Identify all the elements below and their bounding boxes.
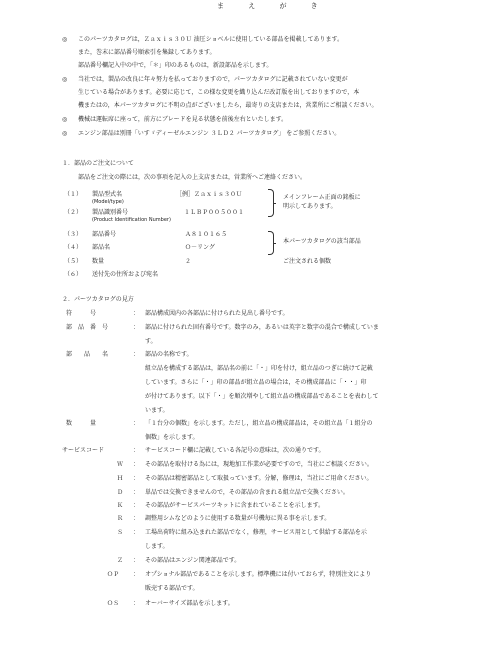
code-letter: Ｈ — [117, 475, 124, 482]
code-letter: Ｚ — [117, 557, 124, 564]
term-colon: ： — [133, 571, 140, 578]
term-colon: ： — [133, 420, 140, 427]
term-desc: います。 — [145, 407, 169, 414]
intro-line: 部品番号欄記入中の中で，「＊」印のあるものは，新設部品を示します。 — [78, 62, 273, 69]
order-row-label: 送付先の住所および宛名 — [92, 271, 159, 278]
term-label: 数 量 — [66, 420, 97, 427]
code-desc: 工場出荷時に組み込まれた部品でなく，修理，サービス用として供給する部品を示 — [145, 529, 367, 536]
term-colon: ： — [133, 324, 140, 331]
note-part: 本パーツカタログの該当部品 — [283, 238, 361, 245]
code-desc: その部品はエンジン関連部品です。 — [145, 557, 241, 564]
intro-line: このパーツカタログは，Ｚａｘｉｓ３０Ｕ 油圧ショベルに使用している部品を掲載してあります。 — [78, 36, 344, 43]
code-desc: 調整用シムなどのように使用する数量が号機毎に異る事を示します。 — [145, 515, 331, 522]
intro-mark-1: ◎ — [62, 36, 68, 43]
intro-mark-3: ◎ — [62, 116, 68, 123]
term-desc: 「１台分の個数」を示します。ただし，組立品の構成部品は，その組立品「１組分の — [145, 420, 373, 427]
intro-mark-4: ◎ — [62, 130, 68, 137]
brace-part — [268, 231, 274, 255]
order-row-value: Ａ８１０１６５ — [185, 231, 228, 238]
note-product: メインフレーム正面の銘板に — [283, 194, 361, 201]
service-code-label: サービスコード — [62, 447, 105, 454]
code-desc: オーバーサイズ部品を示します。 — [145, 600, 234, 607]
term-desc: が付けてあります。以下「・」を順次増やして組立品の構成部品であることを表わして — [145, 393, 379, 400]
term-desc: 部品に付けられた固有番号です。数字のみ，あるいは英字と数字の混合で構成していま — [145, 324, 379, 331]
term-colon: ： — [133, 447, 140, 454]
term-colon: ： — [133, 310, 140, 317]
order-row-value: ［例］Ｚａｘｉｓ３０Ｕ — [176, 191, 243, 198]
order-row-num: （６） — [64, 271, 83, 278]
term-colon: ： — [133, 351, 140, 358]
section-1-heading: １．部品のご注文について — [62, 160, 134, 167]
intro-line: また，巻末に部品番号順索引を集録してあります。 — [78, 49, 216, 56]
order-row-label: 部品番号 — [92, 231, 117, 238]
term-desc: 組立品を構成する部品は，部品名の前に「・」印を付け，組立品のつぎに続けて記載 — [145, 365, 373, 372]
term-colon: ： — [133, 600, 140, 607]
term-colon: ： — [133, 557, 140, 564]
code-desc: 販売する部品です。 — [145, 585, 199, 592]
note-product: 明示してあります。 — [283, 203, 337, 210]
section-1-intro: 部品をご注文の際には，次の事項を記入の上支店または，営業所へご連絡ください。 — [78, 174, 307, 181]
order-row-value: １ＬＢＰ００５００１ — [184, 209, 245, 216]
code-desc: 単品では交換できませんので，その部品の含まれる組立品で交換ください。 — [145, 489, 349, 496]
term-desc: 部品の名称です。 — [145, 351, 193, 358]
order-row-num: （２） — [64, 209, 83, 216]
intro-line: 機またはの，本パーツカタログに不明の点がございましたら，最寄りの支店または，営業所にご相談ください。 — [78, 102, 378, 109]
order-row-sub: (Product Identification Number) — [92, 217, 171, 223]
code-desc: その部品は精密部品として取扱っています。分解，修理は，当社にご用命ください。 — [145, 475, 373, 482]
page-title: ま え が き — [217, 2, 329, 10]
term-label: 部 品 名 — [66, 351, 109, 358]
code-letter: Ｄ — [117, 489, 124, 496]
code-letter: Ｗ — [117, 461, 124, 468]
term-colon: ： — [133, 461, 140, 468]
code-letter: ＯＰ — [107, 571, 120, 578]
order-row-num: （５） — [64, 258, 83, 265]
term-desc: 部品構成図内の各部品に付けられた見出し番号です。 — [145, 310, 289, 317]
code-letter: Ｓ — [117, 529, 124, 536]
term-desc: す。 — [145, 338, 157, 345]
service-code-intro: サービスコード欄に記載している各記号の意味は，次の通りです。 — [145, 447, 325, 454]
order-row-num: （３） — [64, 231, 83, 238]
section-2-heading: ２．パーツカタログの見方 — [62, 296, 134, 303]
order-row-label: 数量 — [92, 258, 105, 265]
term-colon: ： — [133, 475, 140, 482]
order-row-value: Ｏ－リング — [185, 244, 215, 251]
code-desc: オプショナル部品であることを示します。標準機には付いておらず，特別注文により — [145, 571, 372, 578]
order-row-num: （１） — [64, 191, 83, 198]
order-row-value: ２ — [185, 258, 192, 265]
code-desc: その部品を取付ける為には，現地加工作業が必要ですので，当社にご相談ください。 — [145, 461, 373, 468]
note-quantity: ご注文される個数 — [283, 258, 332, 265]
term-label: 部 品 番 号 — [66, 324, 109, 331]
order-row-num: （４） — [64, 244, 83, 251]
code-letter: Ｒ — [117, 515, 124, 522]
intro-line: エンジン部品は別冊「いすゞディーゼルエンジン ３ＬＤ２ パーツカタログ」 をご参照ください。 — [78, 130, 341, 137]
order-row-sub: (Model/type) — [92, 199, 124, 205]
order-row-label: 製品型式名 — [92, 191, 123, 198]
term-colon: ： — [133, 489, 140, 496]
order-row-label: 製品識別番号 — [92, 209, 129, 216]
term-colon: ： — [133, 502, 140, 509]
term-desc: 個数」を示します。 — [145, 434, 199, 441]
code-desc: します。 — [145, 543, 169, 550]
code-letter: ＯＳ — [107, 600, 120, 607]
code-desc: その部品がサービスパーツキットに含まれていることを示します。 — [145, 502, 325, 509]
intro-line: 当社では，製品の改良に年々努力を払っておりますので，パーツカタログに記載されていない変更が — [78, 76, 348, 83]
intro-line: 機械は運転席に座って，前方にブレードを見る状態を前後左右といたします。 — [78, 116, 288, 123]
term-colon: ： — [133, 515, 140, 522]
term-desc: しています。さらに「・」印の部品が組立品の場合は，その構成部品に「・・」印 — [145, 379, 367, 386]
term-label: 符 号 — [66, 310, 97, 317]
code-letter: Ｋ — [117, 502, 124, 509]
order-row-label: 部品名 — [92, 244, 111, 251]
term-colon: ： — [133, 529, 140, 536]
intro-mark-2: ◎ — [62, 76, 68, 83]
brace-product — [268, 189, 274, 217]
intro-line: 生じている場合があります。必要に応じて，この様な変更を織り込んだ改訂版を出しておりますので，本 — [78, 89, 360, 96]
